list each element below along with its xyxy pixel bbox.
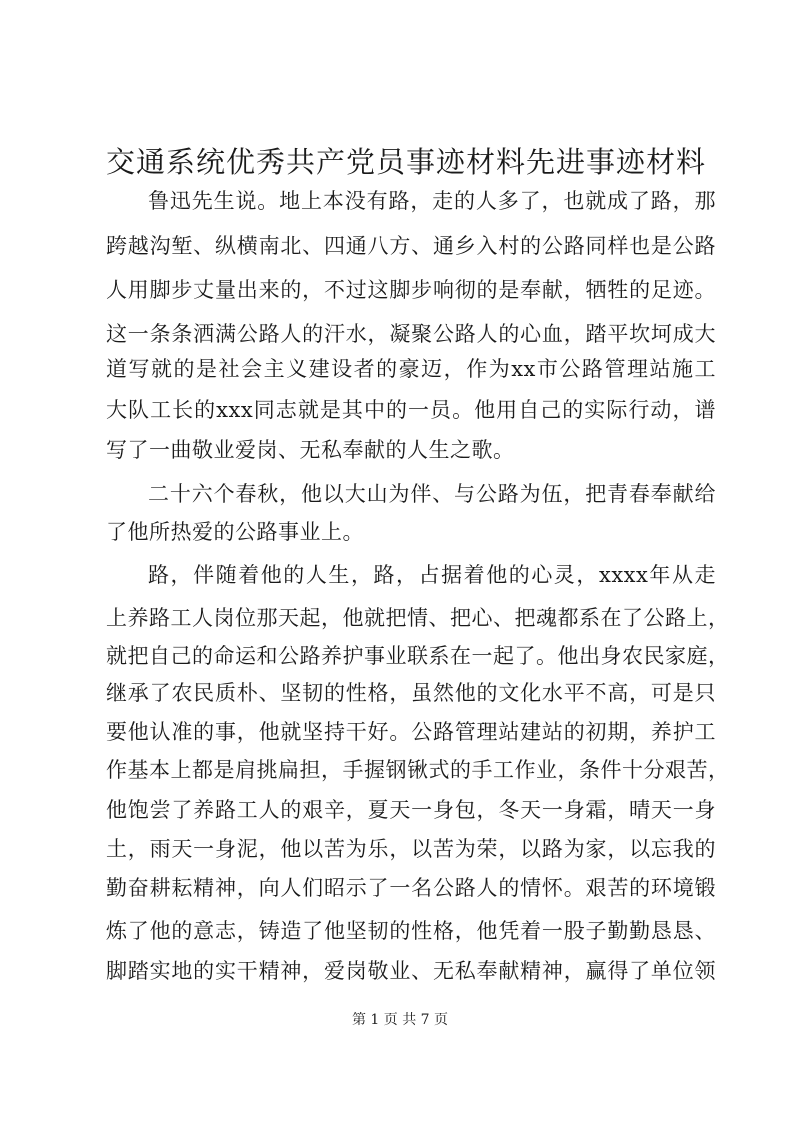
document-title: 交通系统优秀共产党员事迹材料先进事迹材料	[106, 145, 707, 179]
text-line: 要他认准的事，他就坚持干好。公路管理站建站的初期，养护工	[106, 720, 716, 744]
text-line: 勤奋耕耘精神，向人们昭示了一名公路人的情怀。艰苦的环境锻	[106, 876, 716, 900]
text-line: 大队工长的xxx同志就是其中的一员。他用自己的实际行动，谱	[106, 398, 716, 422]
text-line: 了他所热爱的公路事业上。	[106, 520, 364, 544]
text-line: 继承了农民质朴、坚韧的性格，虽然他的文化水平不高，可是只	[106, 681, 716, 705]
text-line: 就把自己的命运和公路养护事业联系在一起了。他出身农民家庭，	[106, 644, 730, 668]
text-line: 道写就的是社会主义建设者的豪迈，作为xx市公路管理站施工	[106, 357, 716, 381]
text-line: 土，雨天一身泥，他以苦为乐，以苦为荣，以路为家，以忘我的	[106, 837, 716, 861]
page-number-footer: 第 1 页 共 7 页	[351, 1012, 449, 1028]
text-line: 写了一曲敬业爱岗、无私奉献的人生之歌。	[106, 438, 515, 462]
text-line: 他饱尝了养路工人的艰辛，夏天一身包，冬天一身霜，晴天一身	[106, 798, 716, 822]
text-line: 二十六个春秋，他以大山为伴、与公路为伍，把青春奉献给	[148, 482, 716, 506]
text-line: 上养路工人岗位那天起，他就把情、把心、把魂都系在了公路上，	[106, 606, 730, 630]
text-line: 人用脚步丈量出来的，不过这脚步响彻的是奉献，牺牲的足迹。	[106, 278, 716, 302]
text-line: 这一条条洒满公路人的汗水，凝聚公路人的心血，踏平坎坷成大	[106, 322, 716, 346]
text-line: 作基本上都是肩挑扁担，手握钢锹式的手工作业，条件十分艰苦，	[106, 758, 730, 782]
text-line: 炼了他的意志，铸造了他坚韧的性格，他凭着一股子勤勤恳恳、	[106, 919, 716, 943]
text-line: 跨越沟堑、纵横南北、四通八方、通乡入村的公路同样也是公路	[106, 234, 716, 258]
text-line: 脚踏实地的实干精神，爱岗敬业、无私奉献精神，赢得了单位领	[106, 959, 716, 983]
text-line: 鲁迅先生说。地上本没有路，走的人多了，也就成了路，那	[148, 189, 716, 213]
text-line: 路，伴随着他的人生，路，占据着他的心灵，xxxx年从走	[148, 563, 716, 587]
